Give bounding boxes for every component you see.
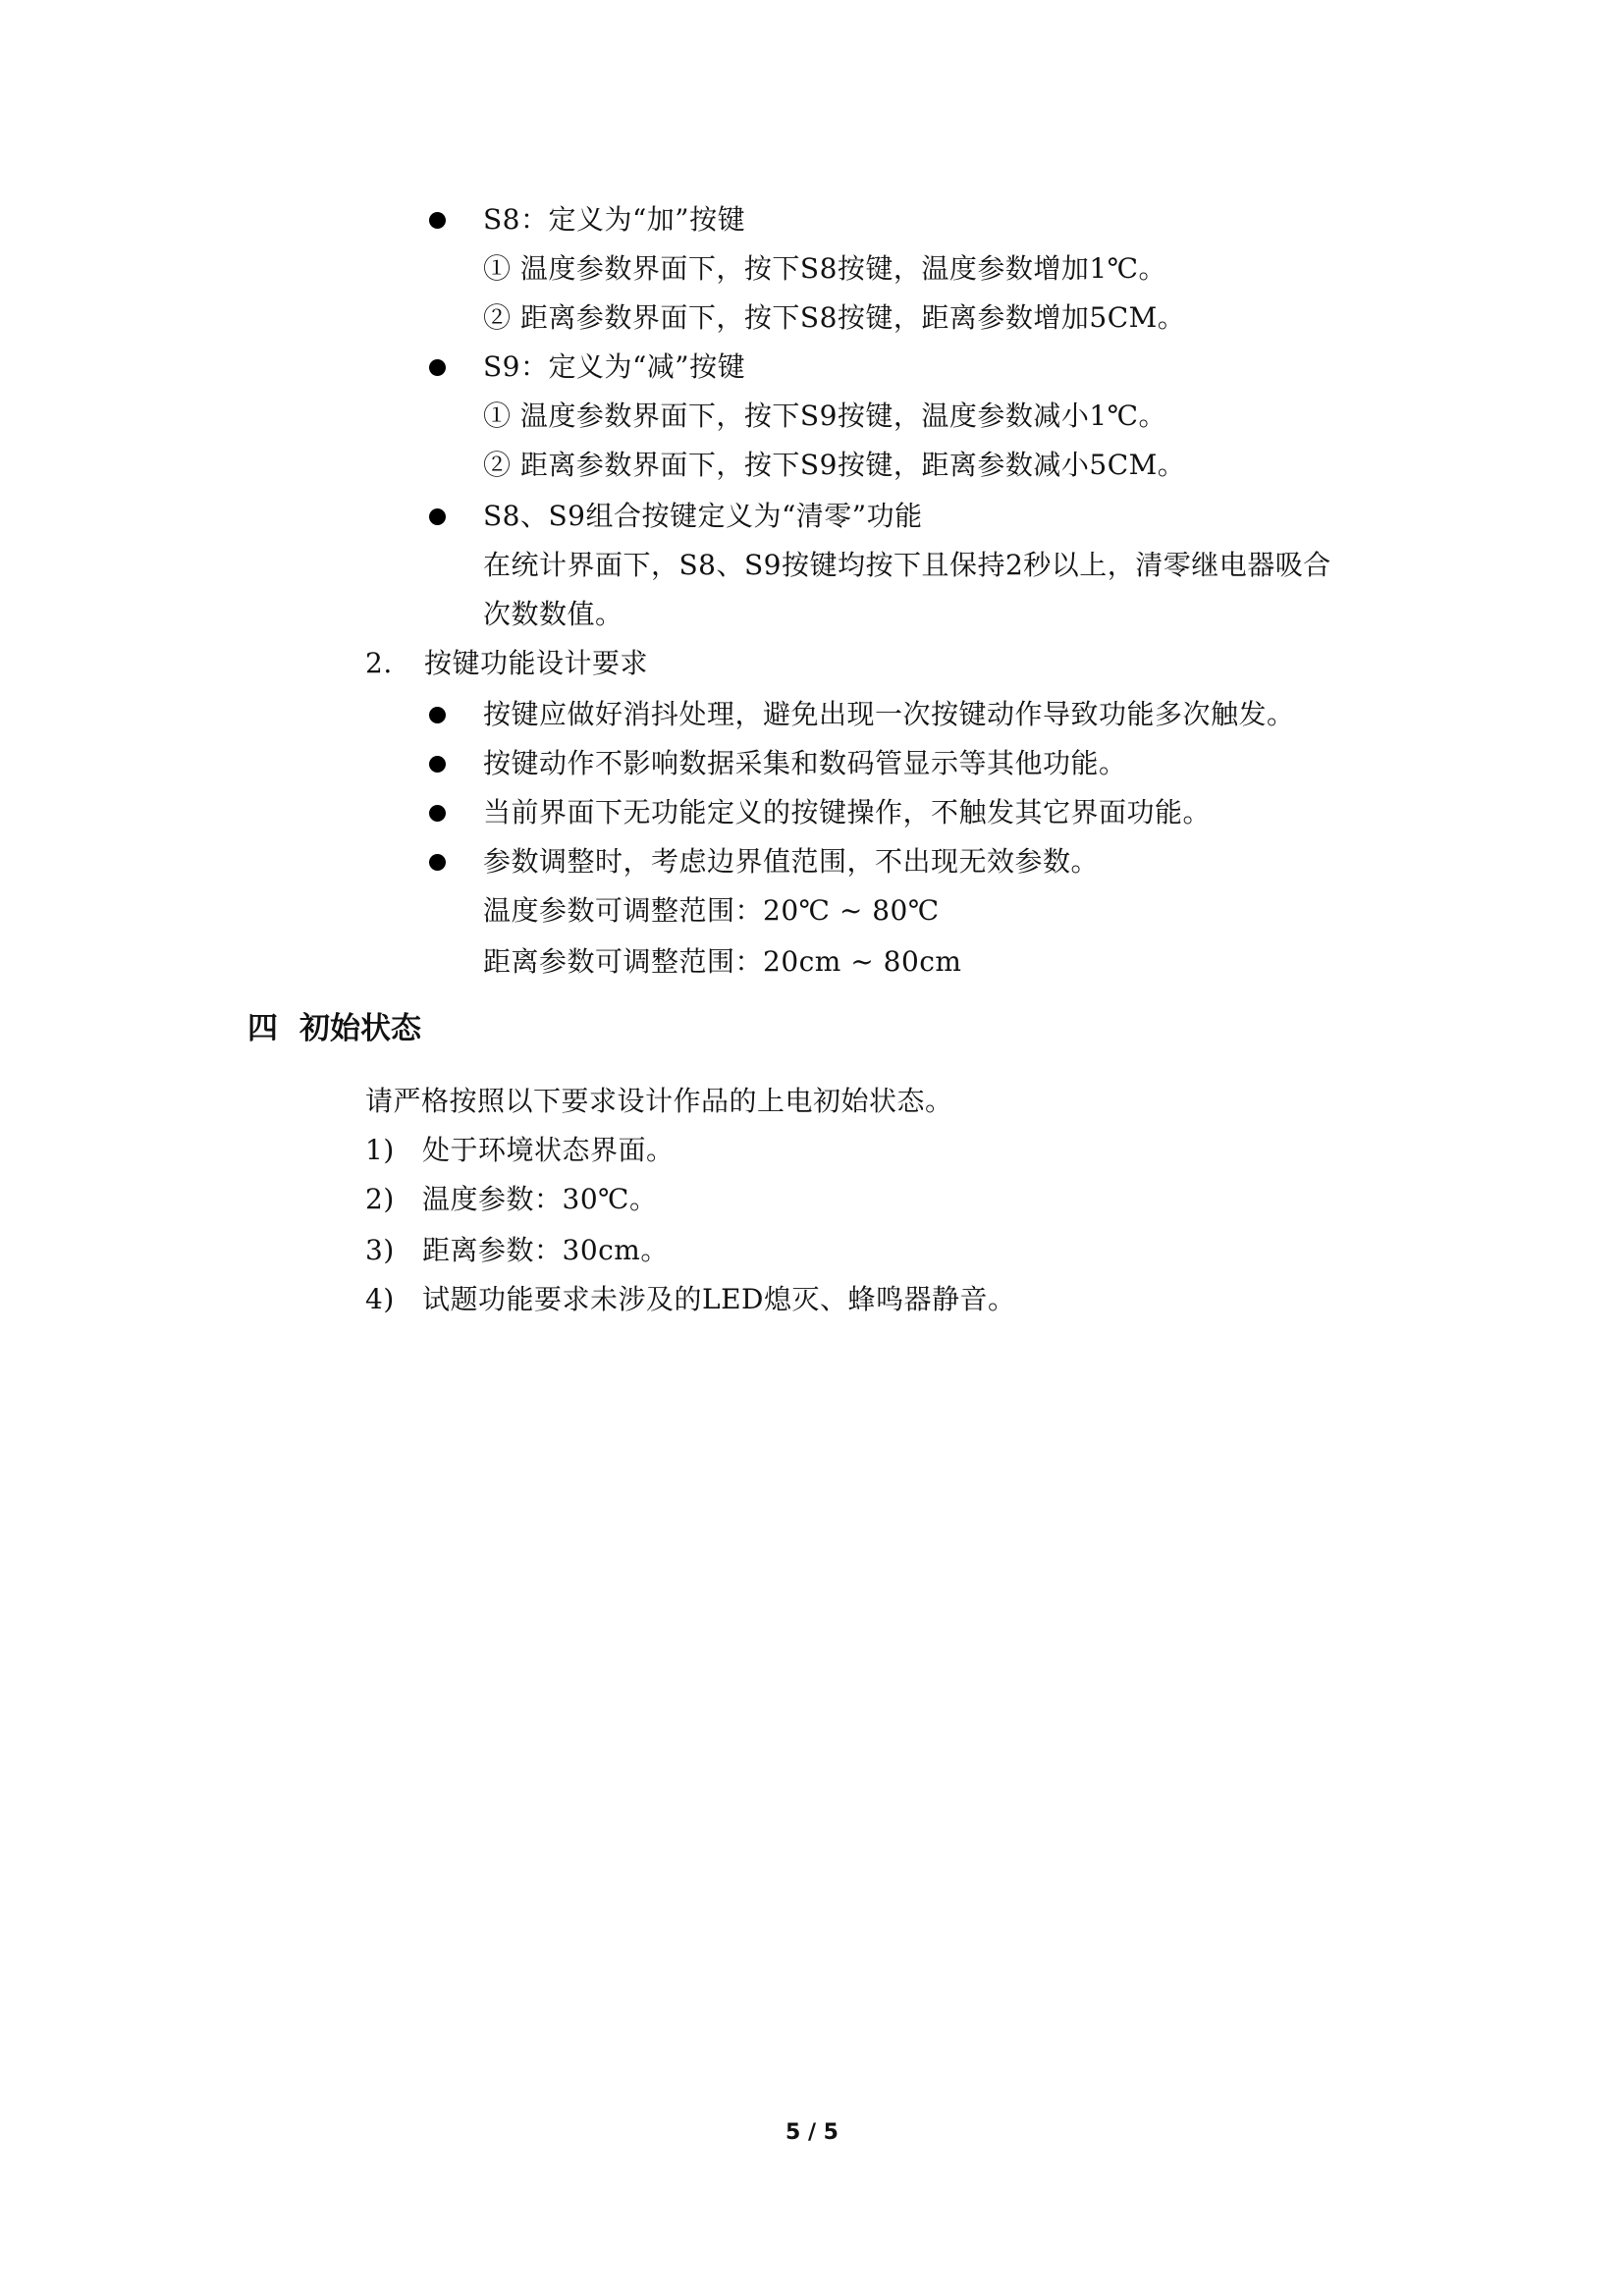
combo-title: S8、S9组合按键定义为“清零”功能 (483, 500, 923, 532)
req-item-3: 当前界面下无功能定义的按键操作，不触发其它界面功能。 (483, 796, 1212, 828)
combo-desc-line-2: 次数数值。 (483, 598, 623, 630)
section-heading (247, 1009, 421, 1048)
bullet-icon (429, 212, 446, 229)
range-temp: 温度参数可调整范围：20℃ ~ 80℃ (483, 894, 940, 927)
range-dist: 距离参数可调整范围：20cm ~ 80cm (483, 945, 962, 978)
bullet-icon (429, 707, 446, 723)
init-item-1-text: 处于环境状态界面。 (422, 1134, 675, 1166)
s8-item-2: ② 距离参数界面下，按下S8按键，距离参数增加5CM。 (483, 301, 1186, 334)
init-item-3-num: 3) (365, 1234, 395, 1266)
section4-intro: 请严格按照以下要求设计作品的上电初始状态。 (365, 1085, 953, 1117)
bullet-icon (429, 805, 446, 822)
init-item-4-text: 试题功能要求未涉及的LED熄灭、蜂鸣器静音。 (422, 1283, 1016, 1315)
req-number: 2. (365, 647, 393, 679)
init-item-2-text: 温度参数：30℃。 (422, 1183, 658, 1215)
s8-title: S8：定义为“加”按键 (483, 203, 746, 236)
s9-item-2: ② 距离参数界面下，按下S9按键，距离参数减小5CM。 (483, 449, 1186, 481)
init-item-1-num: 1) (365, 1134, 395, 1166)
section-title: 初始状态 (299, 1011, 421, 1046)
s9-item-1: ① 温度参数界面下，按下S9按键，温度参数减小1℃。 (483, 400, 1167, 432)
s8-item-1: ① 温度参数界面下，按下S8按键，温度参数增加1℃。 (483, 252, 1167, 285)
bullet-icon (429, 359, 446, 376)
section-number: 四 (247, 1011, 278, 1046)
combo-desc-line-1: 在统计界面下，S8、S9按键均按下且保持2秒以上，清零继电器吸合 (483, 549, 1331, 581)
init-item-4-num: 4) (365, 1283, 395, 1315)
req-item-4: 参数调整时，考虑边界值范围，不出现无效参数。 (483, 845, 1100, 878)
req-title: 按键功能设计要求 (424, 647, 649, 679)
bullet-icon (429, 508, 446, 525)
s9-title: S9：定义为“减”按键 (483, 350, 746, 383)
bullet-icon (429, 854, 446, 871)
page-number: 5 / 5 (785, 2120, 839, 2145)
req-item-1: 按键应做好消抖处理，避免出现一次按键动作导致功能多次触发。 (483, 698, 1295, 730)
init-item-2-num: 2) (365, 1183, 395, 1215)
req-item-2: 按键动作不影响数据采集和数码管显示等其他功能。 (483, 747, 1127, 779)
bullet-icon (429, 756, 446, 773)
init-item-3-text: 距离参数：30cm。 (422, 1234, 669, 1266)
